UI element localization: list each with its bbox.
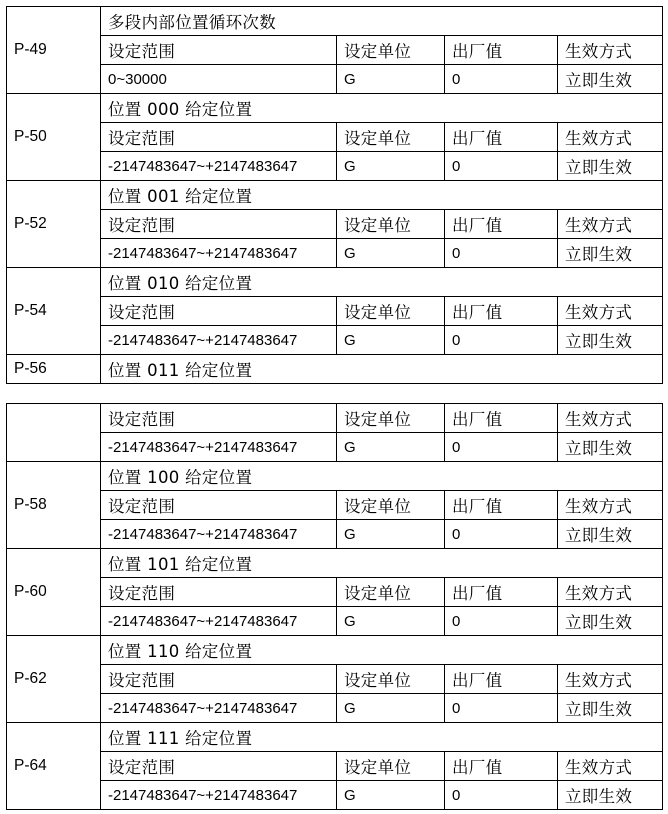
param-value-row [7, 433, 663, 462]
param-title-row [7, 549, 663, 578]
default-value: 0 [445, 520, 558, 549]
param-code: P-56 [7, 355, 101, 384]
param-code: P-54 [7, 268, 101, 355]
effect-value: 立即生效 [558, 239, 663, 268]
param-code [7, 404, 101, 462]
effect-header: 生效方式 [558, 297, 663, 326]
unit-value: G [337, 607, 445, 636]
effect-header: 生效方式 [558, 665, 663, 694]
default-value: 0 [445, 152, 558, 181]
unit-header: 设定单位 [337, 665, 445, 694]
param-title: 多段内部位置循环次数 [101, 7, 663, 36]
param-code: P-64 [7, 723, 101, 810]
param-title-row [7, 94, 663, 123]
unit-value: G [337, 781, 445, 810]
unit-value: G [337, 239, 445, 268]
unit-header: 设定单位 [337, 36, 445, 65]
default-header: 出厂值 [445, 665, 558, 694]
param-title: 位置 110 给定位置 [101, 636, 663, 665]
param-header-row [7, 752, 663, 781]
range-header: 设定范围 [101, 491, 337, 520]
param-title-row [7, 181, 663, 210]
param-value-row [7, 152, 663, 181]
unit-value: G [337, 152, 445, 181]
range-value: -2147483647~+2147483647 [101, 433, 337, 462]
range-value: -2147483647~+2147483647 [101, 694, 337, 723]
effect-value: 立即生效 [558, 607, 663, 636]
parameter-table-2 [6, 403, 663, 810]
param-title: 位置 010 给定位置 [101, 268, 663, 297]
range-value: -2147483647~+2147483647 [101, 326, 337, 355]
effect-header: 生效方式 [558, 404, 663, 433]
param-title-row [7, 7, 663, 36]
range-header: 设定范围 [101, 752, 337, 781]
effect-header: 生效方式 [558, 578, 663, 607]
param-title-row [7, 636, 663, 665]
param-title: 位置 111 给定位置 [101, 723, 663, 752]
effect-value: 立即生效 [558, 152, 663, 181]
param-title-row [7, 355, 663, 384]
unit-header: 设定单位 [337, 491, 445, 520]
param-header-row [7, 210, 663, 239]
param-value-row [7, 65, 663, 94]
effect-value: 立即生效 [558, 520, 663, 549]
param-header-row [7, 404, 663, 433]
param-title: 位置 000 给定位置 [101, 94, 663, 123]
default-header: 出厂值 [445, 297, 558, 326]
param-title: 位置 001 给定位置 [101, 181, 663, 210]
range-value: -2147483647~+2147483647 [101, 607, 337, 636]
unit-header: 设定单位 [337, 123, 445, 152]
param-value-row [7, 607, 663, 636]
range-header: 设定范围 [101, 297, 337, 326]
default-value: 0 [445, 433, 558, 462]
param-code: P-49 [7, 7, 101, 94]
effect-value: 立即生效 [558, 326, 663, 355]
range-header: 设定范围 [101, 36, 337, 65]
param-title-row [7, 723, 663, 752]
range-value: 0~30000 [101, 65, 337, 94]
effect-value: 立即生效 [558, 781, 663, 810]
unit-header: 设定单位 [337, 297, 445, 326]
param-header-row [7, 36, 663, 65]
range-header: 设定范围 [101, 123, 337, 152]
default-header: 出厂值 [445, 36, 558, 65]
effect-header: 生效方式 [558, 752, 663, 781]
default-value: 0 [445, 694, 558, 723]
param-value-row [7, 694, 663, 723]
default-value: 0 [445, 239, 558, 268]
param-header-row [7, 665, 663, 694]
effect-value: 立即生效 [558, 433, 663, 462]
param-value-row [7, 239, 663, 268]
param-header-row [7, 491, 663, 520]
default-header: 出厂值 [445, 123, 558, 152]
param-title-row [7, 268, 663, 297]
unit-header: 设定单位 [337, 404, 445, 433]
default-header: 出厂值 [445, 578, 558, 607]
param-header-row [7, 578, 663, 607]
default-header: 出厂值 [445, 404, 558, 433]
unit-header: 设定单位 [337, 210, 445, 239]
param-code: P-62 [7, 636, 101, 723]
effect-value: 立即生效 [558, 694, 663, 723]
range-header: 设定范围 [101, 578, 337, 607]
unit-value: G [337, 433, 445, 462]
param-title: 位置 100 给定位置 [101, 462, 663, 491]
unit-value: G [337, 694, 445, 723]
default-header: 出厂值 [445, 491, 558, 520]
range-header: 设定范围 [101, 665, 337, 694]
unit-value: G [337, 65, 445, 94]
effect-value: 立即生效 [558, 65, 663, 94]
default-header: 出厂值 [445, 210, 558, 239]
range-header: 设定范围 [101, 404, 337, 433]
range-value: -2147483647~+2147483647 [101, 239, 337, 268]
param-code: P-52 [7, 181, 101, 268]
unit-header: 设定单位 [337, 578, 445, 607]
param-code: P-58 [7, 462, 101, 549]
param-title: 位置 011 给定位置 [101, 355, 663, 384]
effect-header: 生效方式 [558, 491, 663, 520]
effect-header: 生效方式 [558, 123, 663, 152]
param-value-row [7, 326, 663, 355]
default-header: 出厂值 [445, 752, 558, 781]
parameter-table-1 [6, 6, 663, 384]
param-title: 位置 101 给定位置 [101, 549, 663, 578]
unit-header: 设定单位 [337, 752, 445, 781]
default-value: 0 [445, 65, 558, 94]
unit-value: G [337, 520, 445, 549]
param-value-row [7, 781, 663, 810]
range-value: -2147483647~+2147483647 [101, 152, 337, 181]
range-header: 设定范围 [101, 210, 337, 239]
unit-value: G [337, 326, 445, 355]
param-title-row [7, 462, 663, 491]
range-value: -2147483647~+2147483647 [101, 781, 337, 810]
param-code: P-50 [7, 94, 101, 181]
param-code: P-60 [7, 549, 101, 636]
effect-header: 生效方式 [558, 210, 663, 239]
default-value: 0 [445, 326, 558, 355]
default-value: 0 [445, 607, 558, 636]
default-value: 0 [445, 781, 558, 810]
range-value: -2147483647~+2147483647 [101, 520, 337, 549]
param-header-row [7, 123, 663, 152]
effect-header: 生效方式 [558, 36, 663, 65]
param-header-row [7, 297, 663, 326]
param-value-row [7, 520, 663, 549]
